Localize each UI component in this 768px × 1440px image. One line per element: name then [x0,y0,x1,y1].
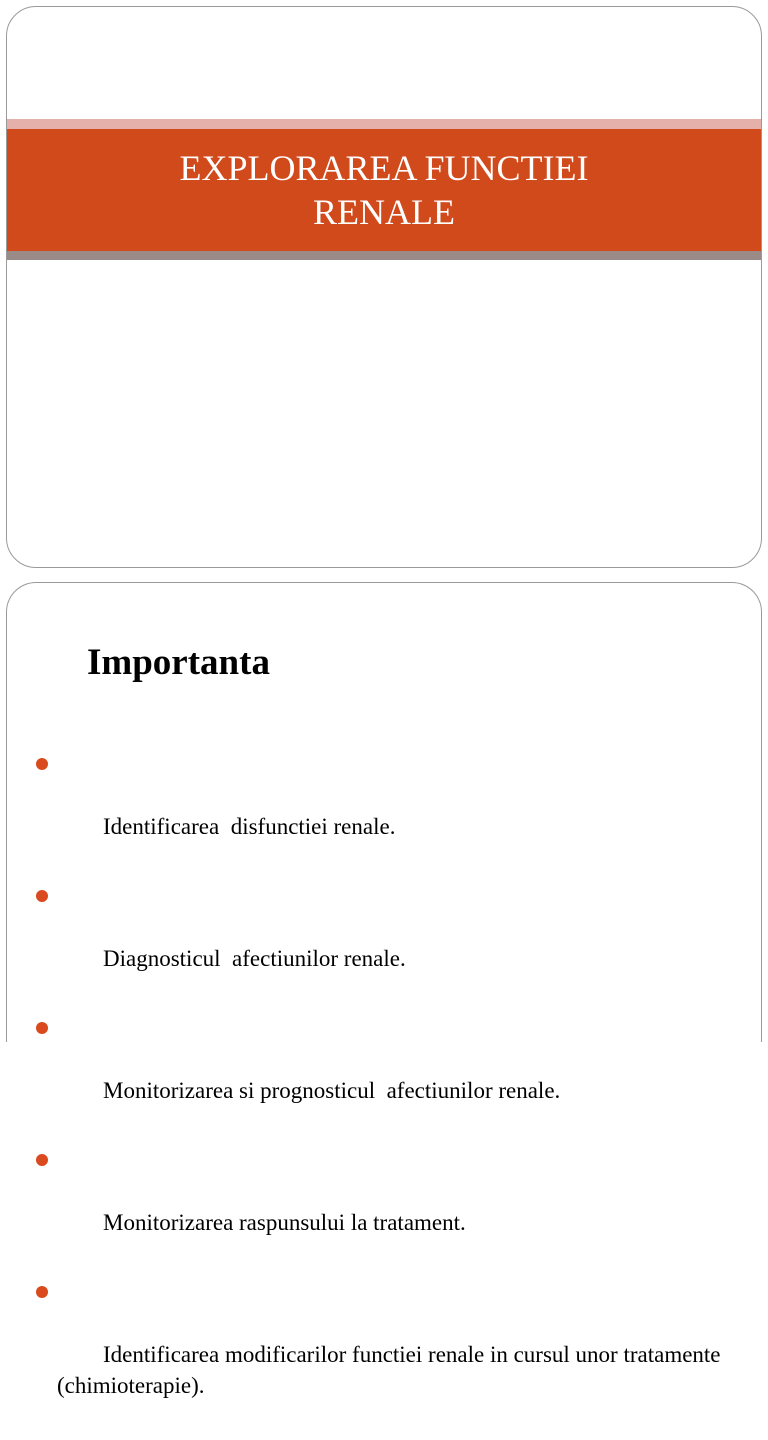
content-slide [6,582,762,1398]
bullet-dot-icon [36,1154,48,1166]
title-band [7,129,761,251]
bullet-list [33,749,733,1440]
list-item [33,881,733,1005]
list-item-text: Monitorizarea si prognosticul afectiunilor renale. [103,1078,561,1103]
title-slide [6,6,762,568]
bullet-dot-icon [36,1022,48,1034]
bullet-dot-icon [36,890,48,902]
list-item [33,1013,733,1137]
list-item-text: Monitorizarea raspunsului la tratament. [103,1210,466,1235]
slide-heading: Importanta [87,642,270,683]
list-item-text: Identificarea modificarilor functiei renale in cursul unor tratamente (chimioterapie). [57,1342,727,1398]
list-item-text: Identificarea disfunctiei renale. [103,814,396,839]
list-item [33,1145,733,1269]
title-band-bottom-stripe [7,251,761,260]
list-item-text: Diagnosticul afectiunilor renale. [103,946,406,971]
list-item [33,1277,733,1432]
bullet-dot-icon [36,1286,48,1298]
slide-title: EXPLORAREA FUNCTIEI RENALE [179,148,589,232]
list-item [33,749,733,873]
title-band-top-stripe [7,119,761,129]
bullet-dot-icon [36,758,48,770]
